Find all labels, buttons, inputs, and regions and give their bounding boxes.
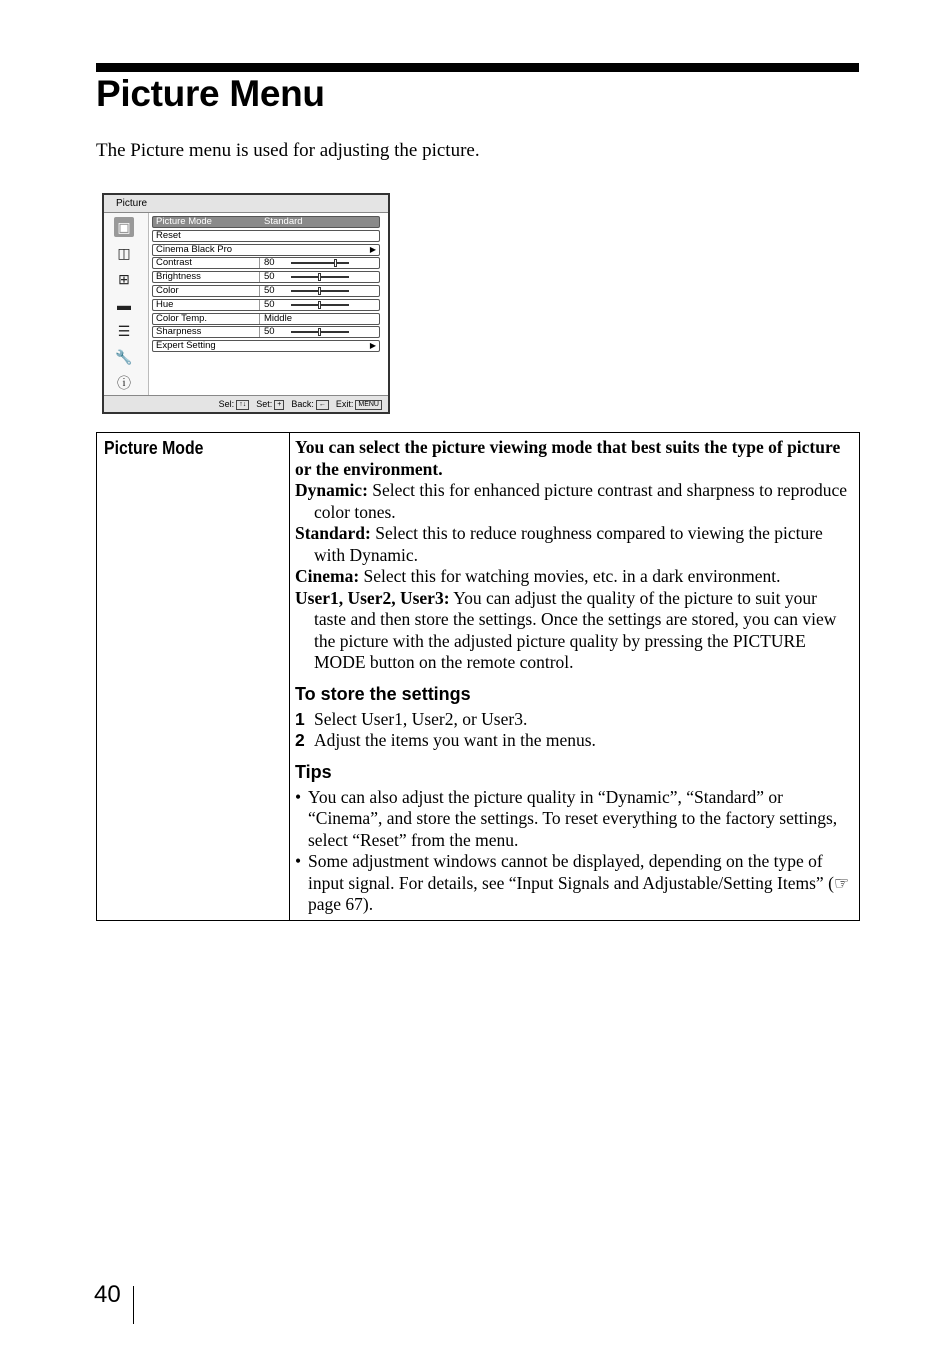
mode-item [295,588,853,674]
osd-slider-knob [318,328,321,336]
function-icon: ☰ [117,323,131,339]
osd-title: Picture [104,195,388,213]
step-item [295,709,853,731]
mode-description: Select this for watching movies, etc. in a dark environment. [359,566,781,586]
installation-icon: 🔧 [115,349,133,365]
step-number: 1 [295,708,305,729]
back-label: Back: [291,399,314,409]
osd-row-value: Standard [264,216,303,227]
tip-text: Some adjustment windows cannot be displayed, depending on the type of input signal. For details, see “Input Signals and Adjustable/Setting Items” (☞ page 67). [308,851,850,914]
page-number: 40 [94,1281,121,1308]
osd-menu-row [152,216,380,228]
osd-row-label: Expert Setting [156,340,216,352]
osd-row-divider [259,272,260,282]
mode-name: User1, User2, User3: [295,587,450,608]
osd-menu-row [152,257,380,269]
osd-row-value: 50 [264,285,275,296]
tip-text: You can also adjust the picture quality in “Dynamic”, “Standard” or “Cinema”, and store the settings. To reset everything to the factory settings, select “Reset” from the menu. [308,786,838,850]
mode-name: Standard: [295,523,371,543]
screen-icon: ⊞ [118,271,130,287]
mode-item [295,523,853,566]
osd-row-label: Reset [156,229,181,241]
store-settings-heading: To store the settings [295,683,471,704]
back-key-icon: ← [316,400,329,410]
osd-menu-row [152,271,380,283]
osd-menu-row [152,313,380,325]
osd-slider [291,276,349,278]
osd-slider-knob [318,273,321,281]
osd-row-value: 50 [264,271,275,283]
mode-description: Select this to reduce roughness compared to viewing the picture with Dynamic. [314,523,823,565]
menu-key: MENU [355,400,382,410]
osd-row-divider [259,258,260,268]
osd-row-value: 50 [264,298,275,310]
mode-name: Dynamic: [295,480,368,500]
bullet-icon: • [295,786,302,807]
mode-name: Cinema: [295,566,360,586]
information-icon: ⓘ [117,375,131,391]
osd-row-divider [259,286,260,296]
column-divider [289,433,290,920]
definition-intro: You can select the picture viewing mode that best suits the type of picture or the environment. [295,437,841,479]
osd-row-divider [259,314,260,324]
osd-row-label: Color [156,285,179,296]
osd-slider [291,304,349,306]
tip-item [295,787,853,852]
osd-row-label: Cinema Black Pro [156,243,233,255]
osd-row-value: Middle [264,312,292,324]
chevron-right-icon: ▶ [369,341,376,351]
osd-menu-row [152,326,380,338]
osd-row-value: 50 [264,326,275,338]
mode-item [295,566,853,588]
osd-row-divider [259,327,260,337]
step-text: Adjust the items you want in the menus. [314,730,596,750]
osd-menu-row [152,340,380,352]
intro-text: The Picture menu is used for adjusting the picture. [96,140,480,161]
osd-row-value: 80 [264,257,275,269]
osd-menu-row [152,230,380,242]
osd-slider [291,331,349,333]
osd-footer [104,395,388,412]
osd-menu-row [152,285,380,297]
term-picture-mode: Picture Mode [104,438,204,458]
picture-adjust-icon: ◫ [117,245,131,261]
mode-item [295,480,853,523]
osd-row-divider [259,300,260,310]
osd-slider [291,262,349,264]
picture-menu-icon: ▣ [114,217,134,237]
osd-row-label: Color Temp. [156,312,208,324]
step-number: 2 [295,730,305,750]
chevron-right-icon: ▶ [369,244,376,254]
osd-menu-row [152,244,380,256]
osd-slider [291,290,349,292]
page-title: Picture Menu [96,73,325,114]
osd-row-label: Contrast [156,257,192,269]
definition [295,437,853,916]
tips-heading: Tips [295,761,332,782]
osd-menu-row [152,299,380,311]
setup-icon: ▬ [117,297,131,313]
exit-label: Exit: [335,399,354,409]
step-item [295,730,853,752]
osd-row-label: Hue [156,298,174,310]
picture-menu-screenshot [102,193,390,414]
osd-row-label: Brightness [156,271,201,283]
page-number-rule [133,1286,134,1324]
description-table [96,432,860,921]
sel-label: Sel: [218,399,235,409]
sel-keys-icon: ↑↓ [236,400,249,410]
osd-row-label: Sharpness [156,326,202,338]
mode-description: Select this for enhanced picture contrast and sharpness to reproduce color tones. [314,480,848,522]
step-text: Select User1, User2, or User3. [314,708,528,729]
set-key-icon: + [274,400,284,410]
osd-slider-knob [318,287,321,295]
osd-row-label: Picture Mode [156,216,212,227]
mode-description: You can adjust the quality of the picture to suit your taste and then store the settings. Once the settings are stored, you can view the picture with the adjusted picture quality by pressing the PICTURE MODE button on the remote control. [314,587,837,672]
tip-item [295,851,853,916]
set-label: Set: [256,399,273,409]
osd-slider-knob [334,259,337,267]
bullet-icon: • [295,851,302,871]
osd-icon-column [104,213,149,395]
osd-slider-knob [318,301,321,309]
